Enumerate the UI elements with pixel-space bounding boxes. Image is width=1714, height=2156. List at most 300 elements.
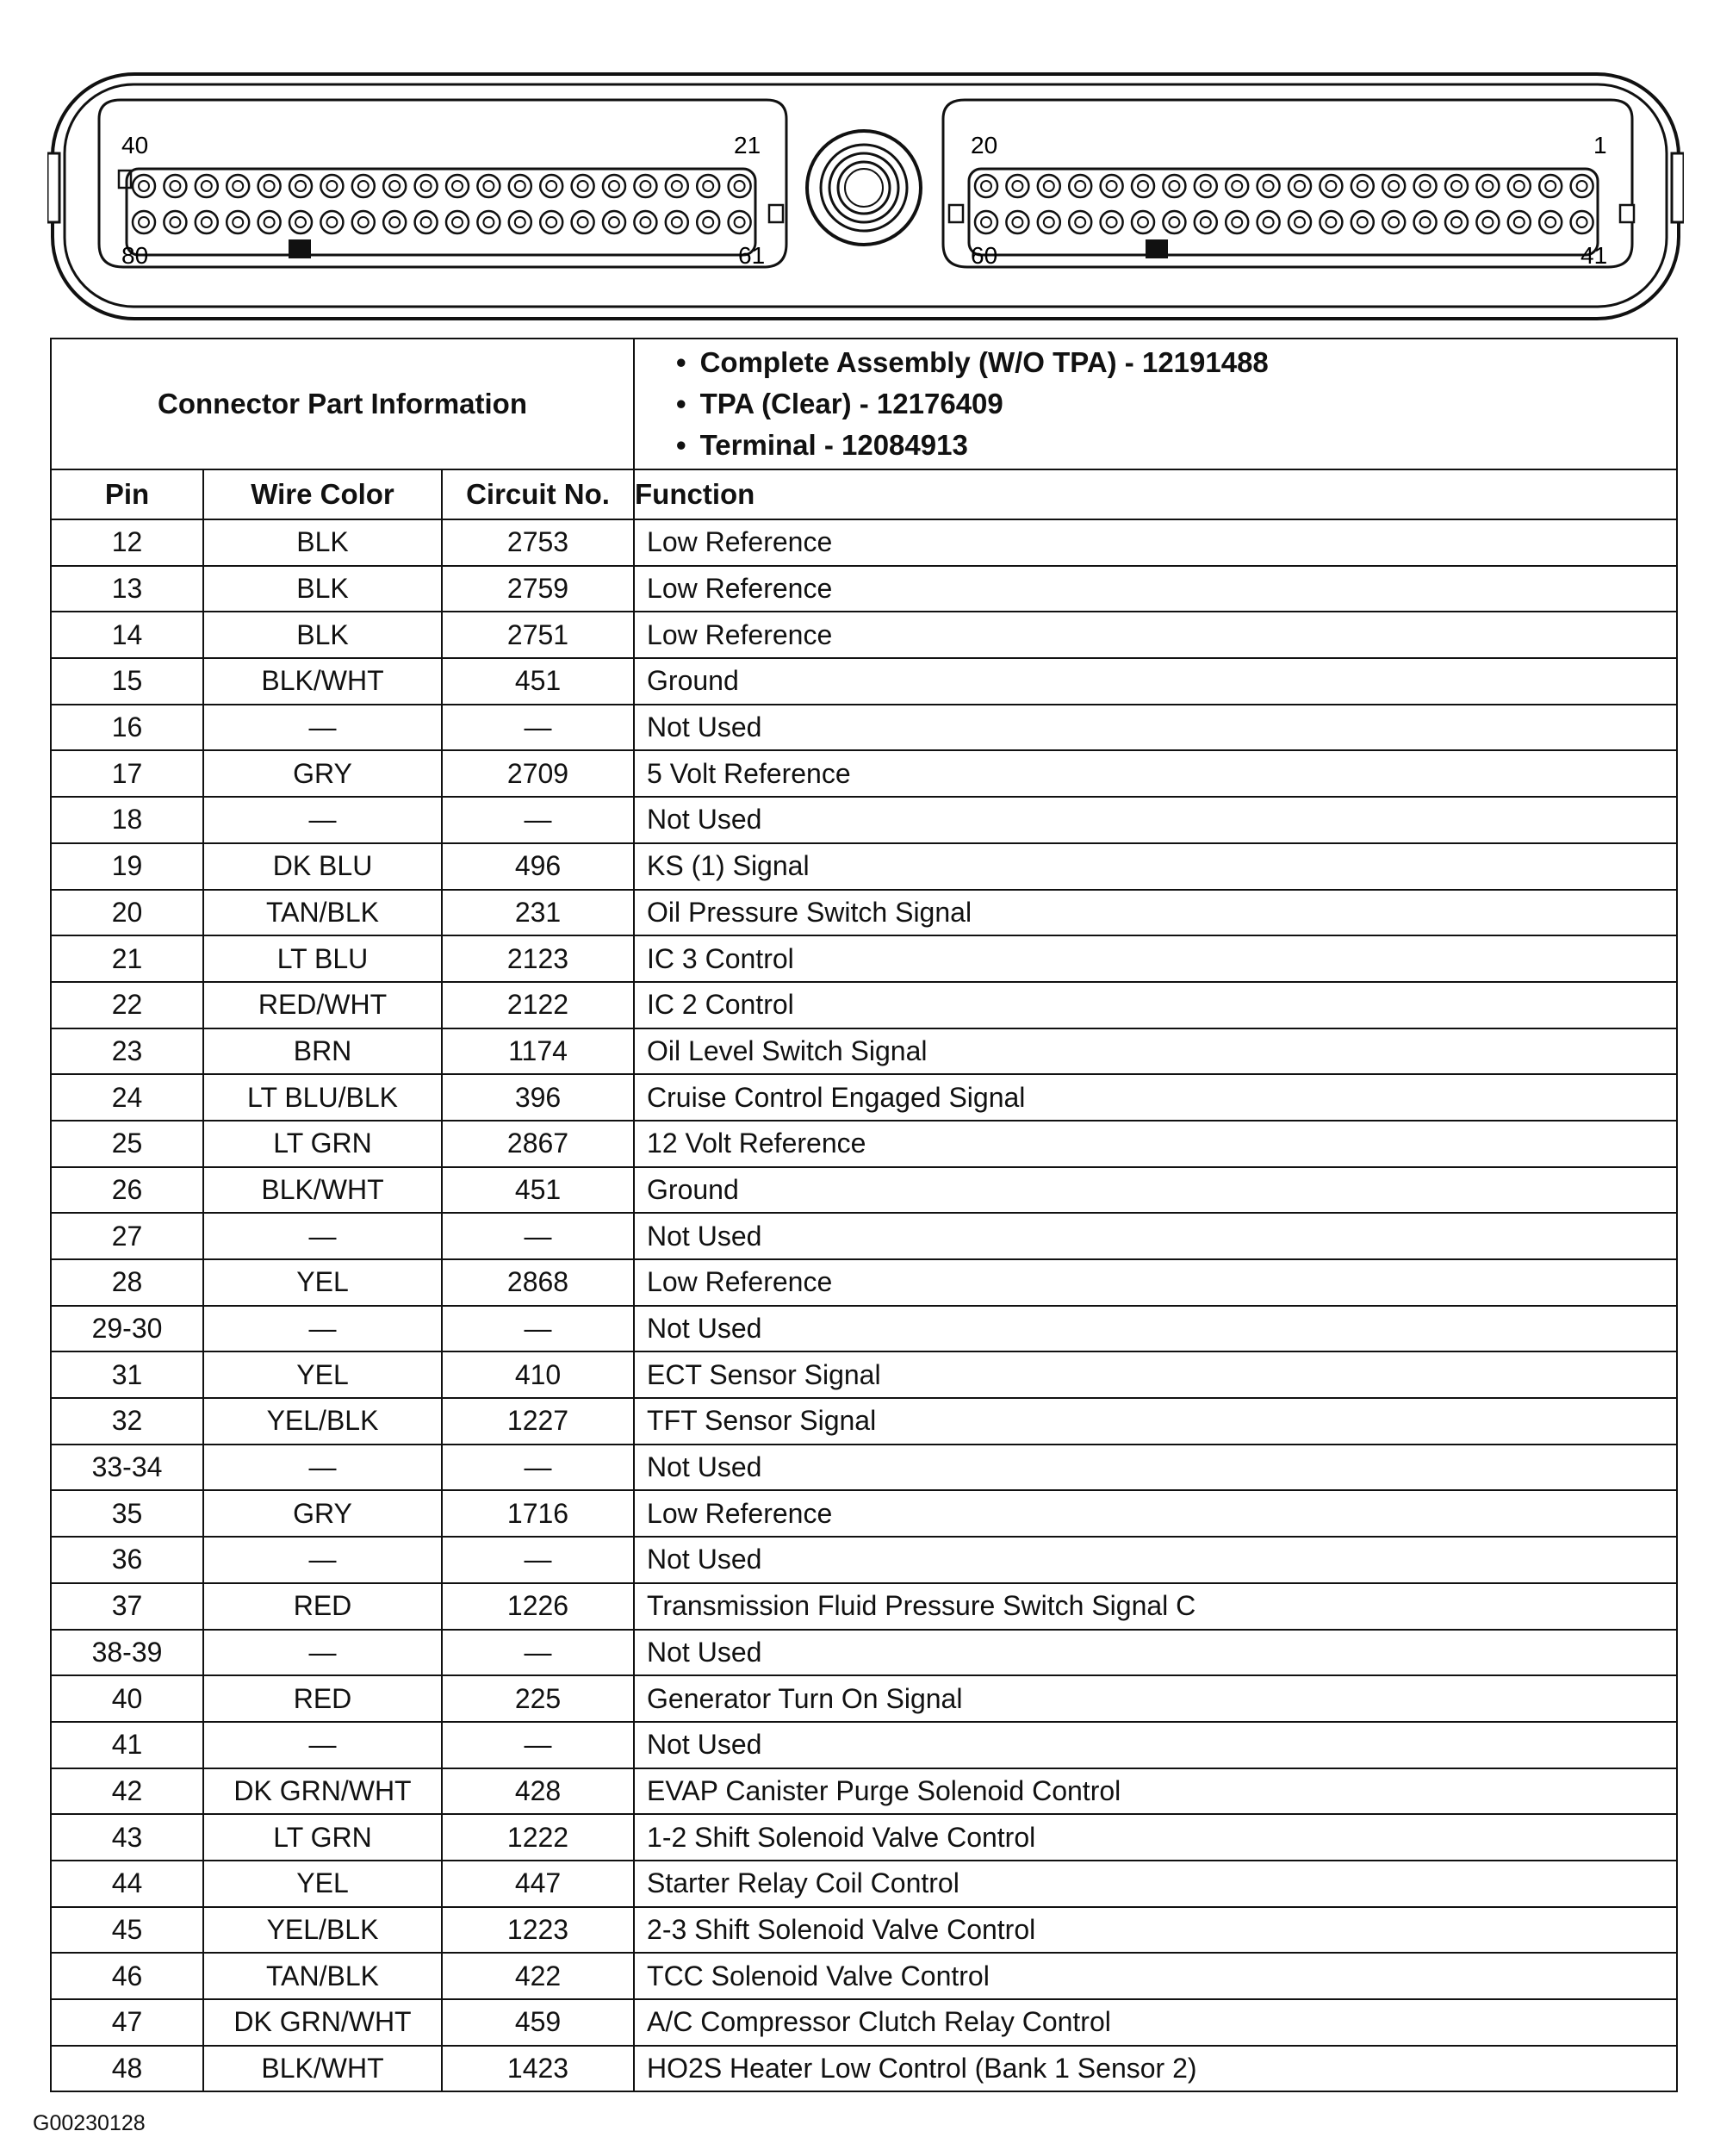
function-cell: Not Used	[634, 1722, 1677, 1768]
pin-cell: 20	[51, 890, 203, 936]
function-cell: 12 Volt Reference	[634, 1121, 1677, 1167]
pin-hole	[697, 211, 719, 233]
wire-color-cell: BLK	[203, 612, 442, 658]
function-cell: ECT Sensor Signal	[634, 1351, 1677, 1398]
pin-cell: 26	[51, 1167, 203, 1214]
connector-diagram	[47, 67, 1684, 326]
table-row	[51, 1768, 1677, 1815]
pin-hole-inner	[358, 181, 369, 191]
pin-hole	[1226, 175, 1248, 197]
figure-id: G00230128	[33, 2111, 146, 2135]
pin-hole	[1571, 175, 1593, 197]
pin-hole	[196, 175, 218, 197]
table-row	[51, 750, 1677, 797]
pin-hole	[1195, 175, 1217, 197]
pin-hole	[1320, 211, 1342, 233]
pin-hole-inner	[981, 217, 991, 227]
table-row	[51, 843, 1677, 890]
wire-color-cell: DK BLU	[203, 843, 442, 890]
wire-color-cell: —	[203, 797, 442, 843]
pin-hole-inner	[326, 181, 337, 191]
pin-hole	[1132, 211, 1154, 233]
pin-hole-inner	[139, 181, 149, 191]
wire-color-cell: BLK	[203, 519, 442, 566]
table-row	[51, 797, 1677, 843]
part-info-item: • Terminal - 12084913	[676, 425, 1676, 466]
function-cell: 1-2 Shift Solenoid Valve Control	[634, 1814, 1677, 1861]
pin-hole-inner	[1012, 217, 1022, 227]
pin-hole-inner	[1138, 217, 1148, 227]
pin-hole	[1351, 211, 1374, 233]
pin-hole	[1101, 211, 1123, 233]
pin-hole-inner	[672, 217, 682, 227]
function-cell: Not Used	[634, 1630, 1677, 1676]
pin-hole-inner	[703, 217, 713, 227]
wire-color-cell: GRY	[203, 1490, 442, 1537]
pin-hole-inner	[1482, 181, 1493, 191]
wire-color-cell: YEL	[203, 1861, 442, 1907]
circuit-cell: 410	[442, 1351, 634, 1398]
pin-hole	[603, 211, 625, 233]
table-row	[51, 705, 1677, 751]
function-cell: Oil Level Switch Signal	[634, 1028, 1677, 1075]
circuit-cell: —	[442, 705, 634, 751]
pin-hole	[446, 211, 469, 233]
pin-hole-inner	[609, 181, 619, 191]
function-cell: Cruise Control Engaged Signal	[634, 1074, 1677, 1121]
column-header-row	[51, 469, 1677, 519]
pin-hole	[540, 175, 562, 197]
pin-hole-inner	[1169, 181, 1179, 191]
pin-hole-inner	[233, 217, 243, 227]
pin-hole-inner	[1326, 181, 1336, 191]
table-row	[51, 935, 1677, 982]
pin-hole	[320, 211, 343, 233]
function-cell: Starter Relay Coil Control	[634, 1861, 1677, 1907]
table-row	[51, 1630, 1677, 1676]
pin-hole-inner	[546, 217, 556, 227]
wire-color-cell: —	[203, 1306, 442, 1352]
pin-hole	[1195, 211, 1217, 233]
pin-hole	[509, 175, 531, 197]
function-cell: Not Used	[634, 1213, 1677, 1259]
pin-hole	[572, 211, 594, 233]
pin-hole	[1289, 175, 1311, 197]
pin-hole-inner	[1232, 217, 1242, 227]
pin-cell: 35	[51, 1490, 203, 1537]
pin-hole	[666, 211, 688, 233]
wire-color-cell: YEL/BLK	[203, 1907, 442, 1954]
left-label-61: 61	[738, 242, 766, 269]
circuit-cell: 396	[442, 1074, 634, 1121]
function-cell: Transmission Fluid Pressure Switch Signal C	[634, 1583, 1677, 1630]
pin-hole-inner	[1388, 217, 1399, 227]
pin-hole-inner	[1044, 181, 1054, 191]
pin-cell: 16	[51, 705, 203, 751]
pin-hole	[1163, 175, 1185, 197]
pin-hole-inner	[483, 181, 494, 191]
function-cell: Ground	[634, 1167, 1677, 1214]
pin-hole-inner	[202, 181, 212, 191]
pin-cell: 24	[51, 1074, 203, 1121]
circuit-cell: 2709	[442, 750, 634, 797]
part-info-item: • Complete Assembly (W/O TPA) - 12191488	[676, 342, 1676, 383]
pin-hole-inner	[264, 181, 275, 191]
wire-color-cell: —	[203, 1213, 442, 1259]
wire-color-cell: BLK/WHT	[203, 658, 442, 705]
pin-cell: 15	[51, 658, 203, 705]
pin-hole-inner	[1201, 181, 1211, 191]
part-info-item: • TPA (Clear) - 12176409	[676, 383, 1676, 425]
wire-color-cell: BRN	[203, 1028, 442, 1075]
table-row	[51, 612, 1677, 658]
circuit-cell: 2123	[442, 935, 634, 982]
pin-hole	[477, 175, 500, 197]
right-pin-block	[943, 100, 1632, 267]
pin-hole-inner	[672, 181, 682, 191]
left-key-mark	[289, 239, 311, 258]
pin-hole	[1539, 175, 1562, 197]
table-row	[51, 1213, 1677, 1259]
circuit-cell: 496	[442, 843, 634, 890]
pin-cell: 18	[51, 797, 203, 843]
pin-hole-inner	[1264, 217, 1274, 227]
pin-hole	[1476, 211, 1499, 233]
wire-color-cell: LT GRN	[203, 1121, 442, 1167]
pin-hole	[415, 211, 438, 233]
pin-cell: 31	[51, 1351, 203, 1398]
pin-cell: 25	[51, 1121, 203, 1167]
function-cell: IC 2 Control	[634, 982, 1677, 1028]
pin-hole-inner	[202, 217, 212, 227]
table-row	[51, 1999, 1677, 2046]
function-cell: Low Reference	[634, 1490, 1677, 1537]
circuit-cell: —	[442, 1722, 634, 1768]
pin-hole-inner	[1264, 181, 1274, 191]
pin-hole	[1539, 211, 1562, 233]
pin-hole	[320, 175, 343, 197]
pin-hole-inner	[981, 181, 991, 191]
table-row	[51, 566, 1677, 612]
pin-hole-inner	[1201, 217, 1211, 227]
pin-hole-inner	[609, 217, 619, 227]
pin-hole-inner	[735, 217, 745, 227]
pin-cell: 36	[51, 1537, 203, 1583]
wire-color-cell: TAN/BLK	[203, 1953, 442, 1999]
table-row	[51, 982, 1677, 1028]
table-row	[51, 1861, 1677, 1907]
function-cell: IC 3 Control	[634, 935, 1677, 982]
circuit-cell: 428	[442, 1768, 634, 1815]
pin-hole	[1038, 211, 1060, 233]
pin-hole	[603, 175, 625, 197]
table-row	[51, 1907, 1677, 1954]
function-cell: EVAP Canister Purge Solenoid Control	[634, 1768, 1677, 1815]
pin-hole	[1132, 175, 1154, 197]
pin-hole	[133, 211, 155, 233]
pin-hole	[729, 211, 751, 233]
wire-color-cell: —	[203, 705, 442, 751]
pin-cell: 40	[51, 1675, 203, 1722]
wire-color-cell: LT BLU/BLK	[203, 1074, 442, 1121]
function-cell: Not Used	[634, 1537, 1677, 1583]
pin-hole-inner	[578, 181, 588, 191]
pin-cell: 23	[51, 1028, 203, 1075]
function-cell: Ground	[634, 658, 1677, 705]
pin-hole	[975, 211, 997, 233]
pin-hole-inner	[1107, 217, 1117, 227]
pin-cell: 29-30	[51, 1306, 203, 1352]
pin-hole-inner	[1012, 181, 1022, 191]
pin-cell: 19	[51, 843, 203, 890]
table-row	[51, 1398, 1677, 1445]
right-label-41: 41	[1580, 242, 1608, 269]
wire-color-cell: RED	[203, 1675, 442, 1722]
pin-hole-inner	[295, 181, 306, 191]
pin-hole	[383, 211, 406, 233]
pin-hole-inner	[1451, 181, 1462, 191]
function-cell: Not Used	[634, 797, 1677, 843]
pin-hole	[572, 175, 594, 197]
pin-hole-inner	[735, 181, 745, 191]
pin-hole	[697, 175, 719, 197]
right-pin-field	[969, 169, 1598, 255]
function-cell: Not Used	[634, 1306, 1677, 1352]
pin-cell: 45	[51, 1907, 203, 1954]
pin-hole	[258, 211, 281, 233]
pin-cell: 32	[51, 1398, 203, 1445]
pin-cell: 38-39	[51, 1630, 203, 1676]
table-row	[51, 1028, 1677, 1075]
pin-cell: 13	[51, 566, 203, 612]
pin-cell: 37	[51, 1583, 203, 1630]
pin-hole	[1476, 175, 1499, 197]
pin-cell: 46	[51, 1953, 203, 1999]
pin-hole	[1445, 211, 1468, 233]
pin-hole-inner	[1169, 217, 1179, 227]
circuit-cell: 1222	[442, 1814, 634, 1861]
function-cell: Not Used	[634, 705, 1677, 751]
table-row	[51, 1814, 1677, 1861]
pin-hole-inner	[483, 217, 494, 227]
pin-hole-inner	[139, 217, 149, 227]
circuit-cell: 459	[442, 1999, 634, 2046]
pin-hole-inner	[389, 181, 400, 191]
table-row	[51, 1074, 1677, 1121]
circuit-cell: —	[442, 1306, 634, 1352]
part-info-row	[51, 339, 1677, 469]
pin-hole	[1069, 175, 1091, 197]
pin-cell: 44	[51, 1861, 203, 1907]
wire-color-cell: —	[203, 1445, 442, 1491]
pin-hole	[227, 211, 249, 233]
pin-hole-inner	[421, 217, 432, 227]
wire-color-cell: —	[203, 1537, 442, 1583]
table-row	[51, 1306, 1677, 1352]
table-row	[51, 1722, 1677, 1768]
pin-cell: 12	[51, 519, 203, 566]
pin-hole	[1320, 175, 1342, 197]
pin-hole	[1258, 175, 1280, 197]
left-label-21: 21	[734, 132, 761, 158]
pin-hole	[164, 175, 186, 197]
column-header-pin: Pin	[51, 469, 203, 519]
pin-hole-inner	[1326, 217, 1336, 227]
table-row	[51, 1490, 1677, 1537]
pin-hole-inner	[640, 217, 650, 227]
circuit-cell: —	[442, 1213, 634, 1259]
wire-color-cell: DK GRN/WHT	[203, 1999, 442, 2046]
center-post	[807, 131, 921, 245]
table-row	[51, 1259, 1677, 1306]
pin-hole	[258, 175, 281, 197]
pin-hole-inner	[1138, 181, 1148, 191]
table-row	[51, 1537, 1677, 1583]
pin-hole-inner	[1577, 181, 1587, 191]
pin-hole-inner	[1420, 181, 1431, 191]
pin-hole-inner	[358, 217, 369, 227]
pin-hole-inner	[1075, 181, 1085, 191]
pin-hole-inner	[1357, 181, 1368, 191]
right-label-60: 60	[971, 242, 998, 269]
circuit-cell: —	[442, 1537, 634, 1583]
pin-hole	[1571, 211, 1593, 233]
left-pin-holes	[133, 175, 751, 233]
wire-color-cell: GRY	[203, 750, 442, 797]
pin-hole-inner	[515, 181, 525, 191]
pin-hole-inner	[1232, 181, 1242, 191]
pin-hole-inner	[1577, 217, 1587, 227]
wire-color-cell: TAN/BLK	[203, 890, 442, 936]
pin-cell: 33-34	[51, 1445, 203, 1491]
pin-hole	[1351, 175, 1374, 197]
part-info-label: Connector Part Information	[51, 339, 634, 469]
circuit-cell: —	[442, 1445, 634, 1491]
wire-color-cell: BLK	[203, 566, 442, 612]
pin-cell: 48	[51, 2046, 203, 2092]
pin-hole-inner	[515, 217, 525, 227]
pin-hole-inner	[703, 181, 713, 191]
circuit-cell: 1226	[442, 1583, 634, 1630]
pin-hole-inner	[640, 181, 650, 191]
circuit-cell: 2868	[442, 1259, 634, 1306]
pin-hole	[352, 175, 375, 197]
pin-hole-inner	[1545, 181, 1556, 191]
pin-hole-inner	[452, 181, 463, 191]
function-cell: 2-3 Shift Solenoid Valve Control	[634, 1907, 1677, 1954]
wire-color-cell: RED/WHT	[203, 982, 442, 1028]
function-cell: TFT Sensor Signal	[634, 1398, 1677, 1445]
pin-hole	[164, 211, 186, 233]
wire-color-cell: —	[203, 1722, 442, 1768]
column-header-circuit: Circuit No.	[442, 469, 634, 519]
pin-hole	[509, 211, 531, 233]
pin-hole-inner	[1044, 217, 1054, 227]
function-cell: HO2S Heater Low Control (Bank 1 Sensor 2)	[634, 2046, 1677, 2092]
pin-cell: 41	[51, 1722, 203, 1768]
wire-color-cell: YEL	[203, 1351, 442, 1398]
pin-hole	[540, 211, 562, 233]
pin-hole	[289, 175, 312, 197]
pin-hole-inner	[1295, 217, 1305, 227]
function-cell: Generator Turn On Signal	[634, 1675, 1677, 1722]
wire-color-cell: LT GRN	[203, 1814, 442, 1861]
circuit-cell: 2753	[442, 519, 634, 566]
function-cell: Oil Pressure Switch Signal	[634, 890, 1677, 936]
table-row	[51, 1351, 1677, 1398]
pin-hole	[1163, 211, 1185, 233]
pin-hole	[133, 175, 155, 197]
pin-hole-inner	[1514, 217, 1525, 227]
wire-color-cell: RED	[203, 1583, 442, 1630]
circuit-cell: 451	[442, 1167, 634, 1214]
part-info-list	[634, 339, 1677, 469]
pin-hole	[477, 211, 500, 233]
pin-cell: 47	[51, 1999, 203, 2046]
pin-hole	[1382, 211, 1405, 233]
pin-hole-inner	[1545, 217, 1556, 227]
circuit-cell: 2867	[442, 1121, 634, 1167]
pin-hole	[1258, 211, 1280, 233]
pin-hole-inner	[170, 217, 180, 227]
pin-hole	[1414, 175, 1437, 197]
pin-hole-inner	[1514, 181, 1525, 191]
wire-color-cell: BLK/WHT	[203, 1167, 442, 1214]
table-row	[51, 1583, 1677, 1630]
left-label-80: 80	[121, 242, 149, 269]
pin-hole	[289, 211, 312, 233]
circuit-cell: —	[442, 797, 634, 843]
pin-hole	[1006, 211, 1028, 233]
pin-hole-inner	[1451, 217, 1462, 227]
pin-cell: 21	[51, 935, 203, 982]
circuit-cell: 231	[442, 890, 634, 936]
pin-hole-inner	[421, 181, 432, 191]
circuit-cell: 1174	[442, 1028, 634, 1075]
pin-hole-inner	[233, 181, 243, 191]
function-cell: Low Reference	[634, 566, 1677, 612]
circuit-cell: 1716	[442, 1490, 634, 1537]
table-row	[51, 1445, 1677, 1491]
wire-color-cell: DK GRN/WHT	[203, 1768, 442, 1815]
function-cell: 5 Volt Reference	[634, 750, 1677, 797]
left-label-40: 40	[121, 132, 149, 158]
pin-hole	[1101, 175, 1123, 197]
table-row	[51, 1121, 1677, 1167]
pin-hole-inner	[578, 217, 588, 227]
circuit-cell: 2122	[442, 982, 634, 1028]
wire-color-cell: —	[203, 1630, 442, 1676]
pin-hole-inner	[326, 217, 337, 227]
circuit-cell: —	[442, 1630, 634, 1676]
circuit-cell: 422	[442, 1953, 634, 1999]
circuit-cell: 2751	[442, 612, 634, 658]
right-key-mark	[1146, 239, 1168, 258]
circuit-cell: 2759	[442, 566, 634, 612]
wire-color-cell: YEL/BLK	[203, 1398, 442, 1445]
pin-hole	[1006, 175, 1028, 197]
pin-hole-inner	[452, 217, 463, 227]
left-pin-field	[127, 169, 755, 255]
table-row	[51, 519, 1677, 566]
pin-hole	[1289, 211, 1311, 233]
table-row	[51, 890, 1677, 936]
pin-hole-inner	[1107, 181, 1117, 191]
pin-hole	[227, 175, 249, 197]
pin-table	[50, 338, 1678, 2092]
pin-hole-inner	[1295, 181, 1305, 191]
pin-hole	[1508, 211, 1531, 233]
